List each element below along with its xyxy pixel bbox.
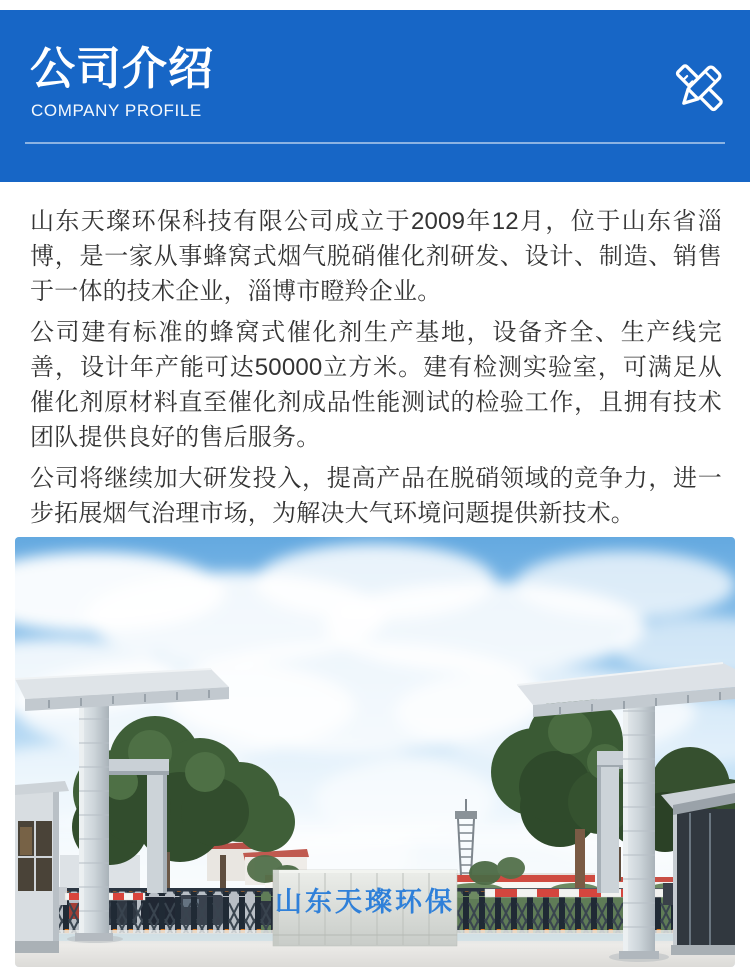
company-gate-photo — [15, 537, 735, 967]
banner-divider — [25, 142, 725, 144]
intro-paragraph: 公司将继续加大研发投入，提高产品在脱硝领域的竞争力，进一步拓展烟气治理市场，为解决大气环境问题提供新技术。 — [30, 465, 722, 527]
gate-sign-text: 山东天璨环保 — [275, 887, 455, 917]
company-intro — [0, 182, 750, 531]
page-title: 公司介绍 — [30, 43, 215, 94]
intro-paragraph: 山东天璨环保科技有限公司成立于2009年12月，位于山东省淄博，是一家从事蜂窝式烟气脱硝催化剂研发、设计、制造、销售于一体的技术企业，淄博市瞪羚企业。 — [30, 208, 722, 305]
intro-paragraph: 公司建有标准的蜂窝式催化剂生产基地，设备齐全、生产线完善，设计年产能可达50000立方米。建有检测实验室，可满足从催化剂原材料直至催化剂成品性能测试的检验工作，且拥有技术团队提供良好的售后服务。 — [30, 319, 722, 451]
company-profile-banner — [0, 10, 750, 182]
pencil-ruler-icon — [671, 56, 727, 120]
page-subtitle: COMPANY PROFILE — [31, 100, 202, 120]
gate-sign — [273, 870, 457, 946]
